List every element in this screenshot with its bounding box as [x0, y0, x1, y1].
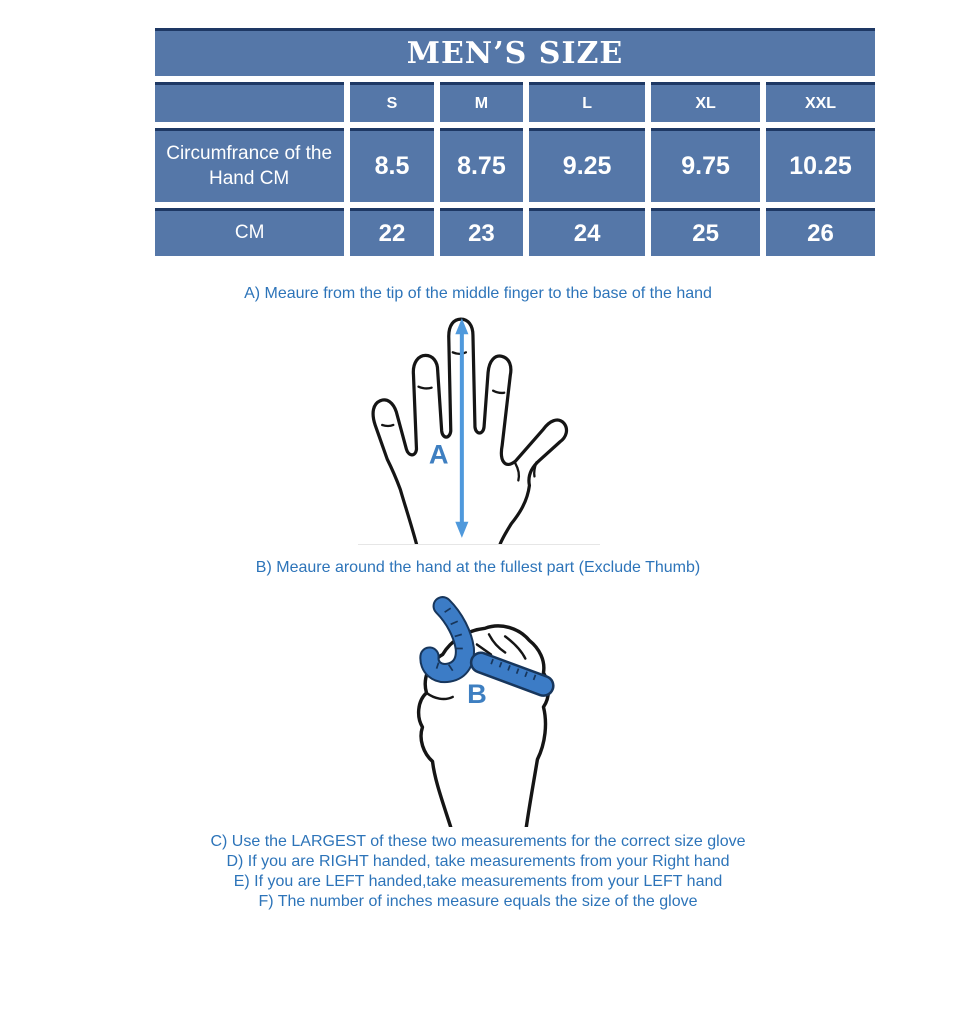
cm-row-label: CM: [155, 208, 344, 256]
circumference-value-s: 8.5: [350, 128, 433, 202]
figure-label-a: A: [428, 438, 449, 470]
size-col-xxl: XXL: [766, 82, 875, 122]
circumference-value-m: 8.75: [440, 128, 523, 202]
size-header-row: [155, 82, 875, 122]
fist-diagram: [392, 590, 584, 827]
circumference-row-label: Circumfrance of the Hand CM: [155, 128, 344, 202]
instruction-line-d: D) If you are RIGHT handed, take measurements from your Right hand: [226, 853, 730, 870]
cm-value-xl: 25: [651, 208, 760, 256]
size-col-s: S: [350, 82, 433, 122]
cm-row: [155, 208, 875, 256]
circumference-value-xl: 9.75: [651, 128, 760, 202]
cm-value-m: 23: [440, 208, 523, 256]
instruction-line-e: E) If you are LEFT handed,take measurements from your LEFT hand: [233, 873, 723, 890]
circumference-value-l: 9.25: [529, 128, 645, 202]
circumference-row: [155, 128, 875, 202]
open-hand-icon: [358, 312, 600, 544]
instruction-line-f: F) The number of inches measure equals the size of the glove: [258, 893, 698, 910]
table-title: MEN’S SIZE: [155, 28, 875, 76]
fist-icon: [392, 590, 584, 827]
instruction-line-a: A) Meaure from the tip of the middle finger to the base of the hand: [244, 285, 712, 302]
size-table: [149, 22, 881, 262]
size-col-l: L: [529, 82, 645, 122]
mens-size-table: [149, 22, 881, 262]
circumference-value-xxl: 10.25: [766, 128, 875, 202]
corner-cell: [155, 82, 344, 122]
size-col-xl: XL: [651, 82, 760, 122]
size-col-m: M: [440, 82, 523, 122]
instruction-block: [0, 832, 956, 912]
figure-label-b: B: [467, 677, 487, 709]
cm-value-xxl: 26: [766, 208, 875, 256]
hand-diagram: [358, 312, 600, 545]
cm-value-s: 22: [350, 208, 433, 256]
instruction-line-c: C) Use the LARGEST of these two measurements for the correct size glove: [210, 833, 746, 850]
cm-value-l: 24: [529, 208, 645, 256]
instruction-line-b: B) Meaure around the hand at the fullest part (Exclude Thumb): [255, 559, 701, 576]
table-title-row: [155, 28, 875, 76]
hand-outline: [373, 319, 566, 544]
